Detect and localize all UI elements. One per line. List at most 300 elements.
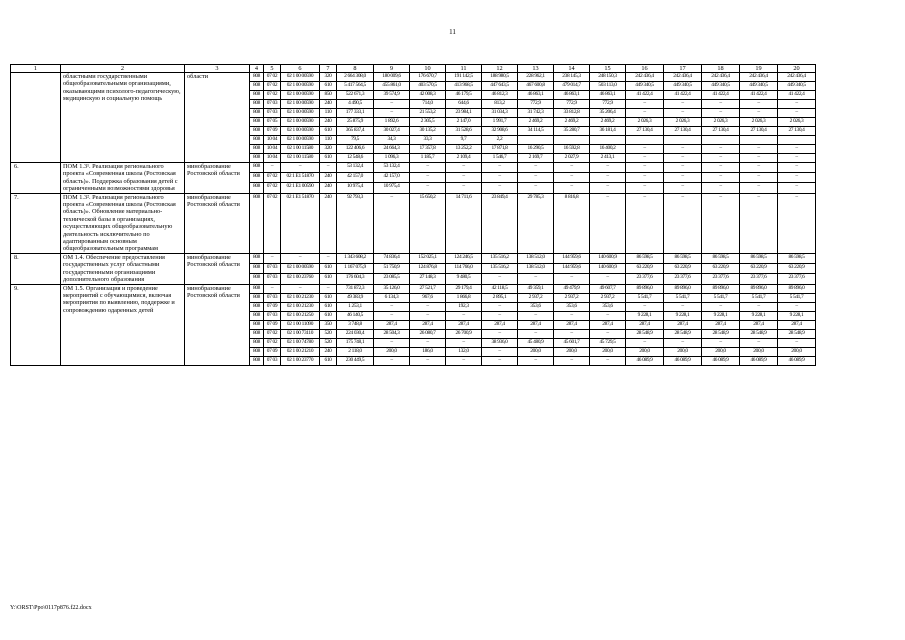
table-cell: – bbox=[590, 356, 626, 365]
table-cell: – bbox=[664, 163, 702, 173]
table-cell: 28 548,9 bbox=[626, 329, 664, 338]
table-cell: 16 592,8 bbox=[554, 145, 590, 154]
table-cell: – bbox=[554, 163, 590, 173]
table-cell: 808 bbox=[250, 320, 264, 329]
table-cell: 34,3 bbox=[374, 136, 410, 145]
table-cell: 808 bbox=[250, 253, 264, 263]
table-cell: 200,0 bbox=[554, 347, 590, 356]
table-cell: 02 1 00 74780 bbox=[281, 338, 320, 347]
table-cell: – bbox=[702, 338, 740, 347]
table-cell: 520 bbox=[320, 338, 337, 347]
table-cell: 2 305,5 bbox=[410, 118, 446, 127]
table-cell: 238 145,3 bbox=[554, 73, 590, 82]
column-number-row bbox=[11, 65, 816, 73]
table-cell: – bbox=[410, 356, 446, 365]
table-cell: 49 479,9 bbox=[554, 284, 590, 293]
table-cell: 2 026,3 bbox=[664, 118, 702, 127]
table-cell: 07 03 bbox=[264, 311, 281, 320]
table-cell: 122 406,6 bbox=[337, 145, 374, 154]
table-cell: 230 449,5 bbox=[337, 356, 374, 365]
table-cell: 224 030,4 bbox=[337, 329, 374, 338]
table-cell: 808 bbox=[250, 154, 264, 163]
table-cell: 240 bbox=[320, 193, 337, 253]
table-cell: 07 03 bbox=[264, 100, 281, 109]
table-cell: 175 748,1 bbox=[337, 338, 374, 347]
table-cell: 07 03 bbox=[264, 293, 281, 302]
table-cell: – bbox=[740, 100, 778, 109]
table-cell: 449 340,5 bbox=[702, 82, 740, 91]
table-cell: 2 469,2 bbox=[554, 118, 590, 127]
table-cell: 86 598,5 bbox=[778, 253, 816, 263]
table-cell: – bbox=[410, 302, 446, 311]
table-cell: 32 908,6 bbox=[482, 127, 518, 136]
table-cell: 42 157,0 bbox=[374, 173, 410, 183]
table-cell: 10 975,4 bbox=[337, 183, 374, 193]
table-cell: – bbox=[626, 193, 664, 253]
table-cell: 89 896,0 bbox=[740, 284, 778, 293]
table-cell: 2 026,3 bbox=[626, 118, 664, 127]
table-cell: 39 574,9 bbox=[374, 91, 410, 100]
table-cell: 12 548,6 bbox=[337, 154, 374, 163]
table-cell: 808 bbox=[250, 82, 264, 91]
table-cell: – bbox=[482, 347, 518, 356]
table-cell: 23 984,1 bbox=[446, 109, 482, 118]
table-cell: 28 548,9 bbox=[664, 329, 702, 338]
table-cell: – bbox=[554, 356, 590, 365]
table-cell: 86 598,5 bbox=[740, 253, 778, 263]
table-cell: 110 bbox=[320, 136, 337, 145]
table-cell: 07 03 bbox=[264, 109, 281, 118]
table-cell: 240 bbox=[320, 183, 337, 193]
table-cell: 31 034,3 bbox=[482, 109, 518, 118]
table-cell: 02 1 E1 00590 bbox=[281, 183, 320, 193]
table-cell: 188 980,5 bbox=[482, 73, 518, 82]
table-cell: 772,9 bbox=[554, 100, 590, 109]
table-cell: 46 140,5 bbox=[337, 311, 374, 320]
table-cell: – bbox=[664, 302, 702, 311]
table-cell: 287,4 bbox=[778, 320, 816, 329]
table-cell: 140 600,9 bbox=[590, 253, 626, 263]
executor-name: минобразование Ростовской области bbox=[185, 193, 250, 253]
table-cell: 808 bbox=[250, 136, 264, 145]
table-cell: 15 650,2 bbox=[410, 193, 446, 253]
table-cell: 02 1 00 73110 bbox=[281, 329, 320, 338]
table-cell: – bbox=[740, 302, 778, 311]
table-cell: 144 959,6 bbox=[554, 264, 590, 274]
table-cell: 27 521,7 bbox=[410, 284, 446, 293]
table-cell: 287,4 bbox=[518, 320, 554, 329]
table-cell: – bbox=[590, 274, 626, 284]
table-cell: – bbox=[518, 329, 554, 338]
table-cell: 503 113,0 bbox=[590, 82, 626, 91]
table-cell: 07 03 bbox=[264, 274, 281, 284]
column-number: 17 bbox=[664, 65, 702, 73]
table-cell: – bbox=[482, 356, 518, 365]
table-cell: 192,3 bbox=[446, 302, 482, 311]
table-cell: – bbox=[446, 311, 482, 320]
table-cell: 610 bbox=[320, 264, 337, 274]
table-cell: 200,0 bbox=[778, 347, 816, 356]
table-cell: 9 228,1 bbox=[740, 311, 778, 320]
table-cell: 45 729,5 bbox=[590, 338, 626, 347]
table-cell: 25 875,9 bbox=[337, 118, 374, 127]
table-cell: 07 09 bbox=[264, 302, 281, 311]
table-cell: – bbox=[626, 338, 664, 347]
table-cell: 644,6 bbox=[446, 100, 482, 109]
table-cell: 808 bbox=[250, 274, 264, 284]
table-cell bbox=[518, 136, 554, 145]
row-number: 9. bbox=[11, 284, 61, 365]
table-cell: – bbox=[778, 338, 816, 347]
table-cell: 2 026,3 bbox=[740, 118, 778, 127]
table-cell: 287,4 bbox=[664, 320, 702, 329]
table-cell: 5 417 564,5 bbox=[337, 82, 374, 91]
table-cell: 23 377,6 bbox=[702, 274, 740, 284]
table-cell: – bbox=[778, 109, 816, 118]
table-cell: 124 876,8 bbox=[410, 264, 446, 274]
table-cell: – bbox=[664, 183, 702, 193]
table-cell: – bbox=[446, 356, 482, 365]
table-cell bbox=[554, 136, 590, 145]
table-cell: 449 340,5 bbox=[778, 82, 816, 91]
table-cell: – bbox=[778, 145, 816, 154]
table-cell: – bbox=[482, 173, 518, 183]
table-cell: – bbox=[518, 356, 554, 365]
table-cell: 467 600,8 bbox=[518, 82, 554, 91]
table-cell: 808 bbox=[250, 163, 264, 173]
table-cell: 1 185,7 bbox=[410, 154, 446, 163]
table-cell bbox=[778, 136, 816, 145]
table-cell: – bbox=[374, 193, 410, 253]
column-number: 18 bbox=[702, 65, 740, 73]
table-cell: – bbox=[740, 163, 778, 173]
table-cell: 30 027,4 bbox=[374, 127, 410, 136]
table-cell: – bbox=[446, 183, 482, 193]
table-cell: 200,0 bbox=[374, 347, 410, 356]
table-cell: 1 866,8 bbox=[446, 293, 482, 302]
table-cell: 152 025,1 bbox=[410, 253, 446, 263]
table-cell: 26 080,7 bbox=[410, 329, 446, 338]
table-cell: 320 bbox=[320, 73, 337, 82]
table-cell: 5 541,7 bbox=[740, 293, 778, 302]
table-cell: – bbox=[374, 311, 410, 320]
budget-table bbox=[10, 64, 816, 366]
table-cell: 74 836,4 bbox=[374, 253, 410, 263]
table-cell: 110 bbox=[320, 109, 337, 118]
table-cell: 02 1 00 00590 bbox=[281, 82, 320, 91]
table-cell: 2 469,2 bbox=[590, 118, 626, 127]
table-cell: 124 246,5 bbox=[446, 253, 482, 263]
table-cell: 140 600,9 bbox=[590, 264, 626, 274]
table-cell: 2,2 bbox=[482, 136, 518, 145]
table-cell: – bbox=[778, 163, 816, 173]
table-cell: 135 516,2 bbox=[482, 264, 518, 274]
table-cell: – bbox=[740, 193, 778, 253]
table-cell: 16 400,2 bbox=[590, 145, 626, 154]
table-cell: 1 892,6 bbox=[374, 118, 410, 127]
table-cell: 520 bbox=[320, 329, 337, 338]
table-cell: 92 793,3 bbox=[337, 193, 374, 253]
table-cell: 228 962,1 bbox=[518, 73, 554, 82]
table-cell: – bbox=[702, 154, 740, 163]
table-cell: 02 1 00 00590 bbox=[281, 127, 320, 136]
table-cell: 29 785,3 bbox=[518, 193, 554, 253]
table-cell: 180 009,6 bbox=[374, 73, 410, 82]
table-cell: 46 089,9 bbox=[740, 356, 778, 365]
table-cell: – bbox=[410, 338, 446, 347]
table-cell: – bbox=[410, 173, 446, 183]
table-cell: 320 bbox=[320, 145, 337, 154]
table-cell: 02 1 00 11090 bbox=[281, 320, 320, 329]
table-cell: 53 132,4 bbox=[337, 163, 374, 173]
table-cell: 07 03 bbox=[264, 264, 281, 274]
table-cell: 287,4 bbox=[374, 320, 410, 329]
table-cell: – bbox=[554, 183, 590, 193]
table-cell: – bbox=[518, 163, 554, 173]
executor-name: минобразование Ростовской области bbox=[185, 284, 250, 365]
table-cell: 2 664 308,0 bbox=[337, 73, 374, 82]
column-number: 2 bbox=[61, 65, 185, 73]
table-cell: 23 377,6 bbox=[740, 274, 778, 284]
table-cell: 2 895,1 bbox=[482, 293, 518, 302]
table-cell: 02 1 00 21210 bbox=[281, 347, 320, 356]
table-cell: 6 134,3 bbox=[374, 293, 410, 302]
table-cell: 1 343 608,2 bbox=[337, 253, 374, 263]
table-cell: – bbox=[264, 253, 281, 263]
table-cell: 5 541,7 bbox=[664, 293, 702, 302]
activity-name: ОМ 1.4. Обеспечение предоставления государственных услуг областными государственными организациями дополнительного образования bbox=[61, 253, 185, 284]
table-cell: 10 04 bbox=[264, 145, 281, 154]
table-cell: 176 604,3 bbox=[337, 274, 374, 284]
table-cell: – bbox=[410, 163, 446, 173]
table-cell: 3 748,8 bbox=[337, 320, 374, 329]
table-cell: – bbox=[702, 173, 740, 183]
table-cell: 200,0 bbox=[702, 347, 740, 356]
table-cell: 240 bbox=[320, 100, 337, 109]
table-cell: 89 896,0 bbox=[702, 284, 740, 293]
table-cell: 45 480,9 bbox=[518, 338, 554, 347]
table-cell: – bbox=[664, 338, 702, 347]
table-cell: 808 bbox=[250, 183, 264, 193]
table-cell: 2 937,2 bbox=[518, 293, 554, 302]
table-cell: – bbox=[702, 193, 740, 253]
table-cell: 808 bbox=[250, 284, 264, 293]
table-cell: 23 377,6 bbox=[778, 274, 816, 284]
table-cell: 02 1 00 21230 bbox=[281, 293, 320, 302]
table-cell: 135 516,2 bbox=[482, 253, 518, 263]
table-row bbox=[11, 253, 816, 263]
table-cell: 365 837,4 bbox=[337, 127, 374, 136]
column-number: 3 bbox=[185, 65, 250, 73]
table-cell: 46 863,1 bbox=[590, 91, 626, 100]
column-number: 12 bbox=[482, 65, 518, 73]
table-cell: – bbox=[778, 183, 816, 193]
table-cell: 10 04 bbox=[264, 136, 281, 145]
table-cell: 808 bbox=[250, 302, 264, 311]
table-cell: 287,4 bbox=[446, 320, 482, 329]
table-cell: 9 228,1 bbox=[664, 311, 702, 320]
table-cell: 63 220,9 bbox=[626, 264, 664, 274]
table-cell: 49 383,9 bbox=[337, 293, 374, 302]
table-cell: 287,4 bbox=[590, 320, 626, 329]
table-row bbox=[11, 163, 816, 173]
column-number: 4 bbox=[250, 65, 264, 73]
table-cell: 353,6 bbox=[590, 302, 626, 311]
table-cell: – bbox=[281, 253, 320, 263]
table-cell: 2 118,0 bbox=[337, 347, 374, 356]
table-cell: 07 02 bbox=[264, 183, 281, 193]
table-cell: – bbox=[664, 193, 702, 253]
table-cell: 49 359,1 bbox=[518, 284, 554, 293]
table-cell: 808 bbox=[250, 73, 264, 82]
table-cell: 808 bbox=[250, 127, 264, 136]
table-cell: 479 014,7 bbox=[554, 82, 590, 91]
table-cell: 2 937,2 bbox=[590, 293, 626, 302]
table-cell: 41 422,4 bbox=[740, 91, 778, 100]
table-cell: 808 bbox=[250, 347, 264, 356]
table-cell: 27 148,3 bbox=[410, 274, 446, 284]
table-cell: 2 413,1 bbox=[590, 154, 626, 163]
table-cell: 2 469,2 bbox=[518, 118, 554, 127]
table-cell: 2 026,3 bbox=[778, 118, 816, 127]
table-cell: 07 02 bbox=[264, 82, 281, 91]
table-cell: 200,0 bbox=[590, 347, 626, 356]
table-cell: – bbox=[281, 163, 320, 173]
table-cell: – bbox=[482, 163, 518, 173]
table-cell: 138 512,0 bbox=[518, 264, 554, 274]
table-cell: – bbox=[446, 173, 482, 183]
column-number: 9 bbox=[374, 65, 410, 73]
table-cell: – bbox=[320, 163, 337, 173]
table-cell: – bbox=[778, 100, 816, 109]
table-cell: 2 109,4 bbox=[446, 154, 482, 163]
table-cell: 353,6 bbox=[518, 302, 554, 311]
table-cell: – bbox=[590, 311, 626, 320]
table-cell: 967,6 bbox=[410, 293, 446, 302]
table-cell bbox=[626, 136, 664, 145]
table-cell: 07 02 bbox=[264, 173, 281, 183]
table-cell: 186,0 bbox=[410, 347, 446, 356]
table-cell: 46 089,9 bbox=[626, 356, 664, 365]
column-number: 7 bbox=[320, 65, 337, 73]
table-cell: – bbox=[518, 183, 554, 193]
table-cell: 13 252,2 bbox=[446, 145, 482, 154]
table-cell: 89 896,0 bbox=[626, 284, 664, 293]
activity-name: ПОМ 1.3¹. Реализация регионального проекта «Современная школа (Ростовская область)». Поддержка образования детей с ограниченными возможностями здоровья bbox=[61, 163, 185, 194]
table-cell bbox=[590, 136, 626, 145]
table-cell: 5 541,7 bbox=[626, 293, 664, 302]
table-cell: 38 936,0 bbox=[482, 338, 518, 347]
table-cell: 808 bbox=[250, 100, 264, 109]
table-cell: – bbox=[482, 329, 518, 338]
table-cell: 23 849,4 bbox=[482, 193, 518, 253]
table-cell: 1 991,7 bbox=[482, 118, 518, 127]
table-cell: 07 02 bbox=[264, 193, 281, 253]
activity-name: ОМ 1.5. Организация и проведение мероприятий с обучающимися, включая мероприятия по выявлению, поддержке и сопровождению одаренных детей bbox=[61, 284, 185, 365]
table-cell: 07 09 bbox=[264, 320, 281, 329]
table-cell: 26 700,9 bbox=[446, 329, 482, 338]
table-cell: 02 1 00 11580 bbox=[281, 154, 320, 163]
table-cell: 731 872,3 bbox=[337, 284, 374, 293]
table-cell: 610 bbox=[320, 127, 337, 136]
table-cell: – bbox=[664, 145, 702, 154]
table-cell: 8 816,8 bbox=[554, 193, 590, 253]
table-cell: – bbox=[374, 109, 410, 118]
table-cell: 287,4 bbox=[626, 320, 664, 329]
table-cell: 42 008,3 bbox=[410, 91, 446, 100]
table-cell: 2 027,9 bbox=[554, 154, 590, 163]
table-cell: – bbox=[410, 311, 446, 320]
table-cell: 07 02 bbox=[264, 91, 281, 100]
table-cell: 5 541,7 bbox=[702, 293, 740, 302]
table-cell: 35 126,0 bbox=[374, 284, 410, 293]
executor-name: минобразование Ростовской области bbox=[185, 253, 250, 284]
table-cell: 610 bbox=[320, 274, 337, 284]
table-cell: – bbox=[778, 154, 816, 163]
table-cell: 5 541,7 bbox=[778, 293, 816, 302]
table-cell: 89 896,0 bbox=[778, 284, 816, 293]
table-cell: 522 671,3 bbox=[337, 91, 374, 100]
table-cell: 200,0 bbox=[518, 347, 554, 356]
table-cell: 610 bbox=[320, 82, 337, 91]
table-cell: 07 05 bbox=[264, 118, 281, 127]
table-cell: 10 04 bbox=[264, 154, 281, 163]
table-cell: 200,0 bbox=[740, 347, 778, 356]
table-cell: 2 169,7 bbox=[518, 154, 554, 163]
table-cell: 41 422,4 bbox=[626, 91, 664, 100]
table-cell: – bbox=[374, 338, 410, 347]
table-cell: 808 bbox=[250, 145, 264, 154]
table-cell: 02 1 E1 51870 bbox=[281, 173, 320, 183]
table-cell: 242 436,4 bbox=[702, 73, 740, 82]
table-cell bbox=[740, 136, 778, 145]
table-cell: 610 bbox=[320, 302, 337, 311]
table-cell: – bbox=[590, 163, 626, 173]
activity-name: областными государственными общеобразовательными организациями, оказывающими психолого-педагогическую, медицинскую и социальную помощь bbox=[61, 73, 185, 163]
table-cell: – bbox=[702, 163, 740, 173]
table-cell: 610 bbox=[320, 311, 337, 320]
table-cell: – bbox=[320, 253, 337, 263]
table-cell: 242 436,4 bbox=[778, 73, 816, 82]
table-cell: 9 228,1 bbox=[778, 311, 816, 320]
table-cell: 41 422,4 bbox=[664, 91, 702, 100]
table-cell: 242 436,4 bbox=[740, 73, 778, 82]
table-row bbox=[11, 284, 816, 293]
table-cell: – bbox=[740, 154, 778, 163]
table-cell: 29 179,4 bbox=[446, 284, 482, 293]
table-row bbox=[11, 73, 816, 82]
column-number: 10 bbox=[410, 65, 446, 73]
table-cell: 27 130,4 bbox=[702, 127, 740, 136]
table-cell: – bbox=[264, 284, 281, 293]
table-cell: 24 664,3 bbox=[374, 145, 410, 154]
column-number: 14 bbox=[554, 65, 590, 73]
table-cell: – bbox=[626, 154, 664, 163]
table-cell: 808 bbox=[250, 338, 264, 347]
table-cell: 23 377,6 bbox=[626, 274, 664, 284]
table-cell: 808 bbox=[250, 329, 264, 338]
table-cell: 287,4 bbox=[482, 320, 518, 329]
table-cell: 02 1 00 21250 bbox=[281, 311, 320, 320]
table-cell: – bbox=[664, 109, 702, 118]
table-cell: 191 142,5 bbox=[446, 73, 482, 82]
table-cell: 714,0 bbox=[410, 100, 446, 109]
table-cell: 808 bbox=[250, 193, 264, 253]
table-cell: – bbox=[626, 145, 664, 154]
table-cell: 41 422,4 bbox=[778, 91, 816, 100]
table-cell: 28 548,9 bbox=[702, 329, 740, 338]
table-cell: 49 607,7 bbox=[590, 284, 626, 293]
